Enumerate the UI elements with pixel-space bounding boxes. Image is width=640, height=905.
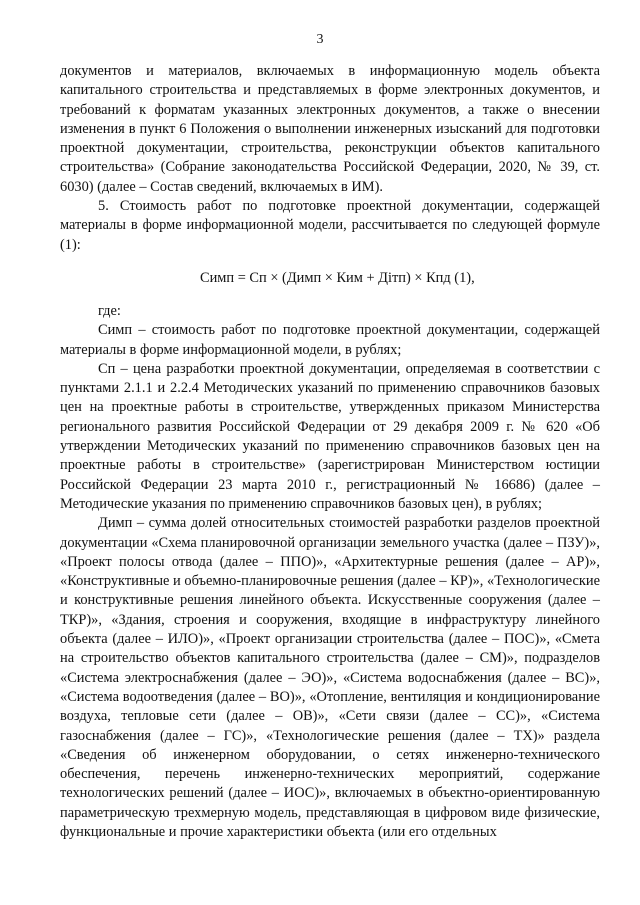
formula-1: Симп = Сп × (Димп × Ким + Дітп) × Кпд (1), — [200, 269, 475, 286]
definition-dimp: Димп – сумма долей относительных стоимостей разработки разделов проектной документации «Схема планировочной организации земельного участка (далее – ПЗУ)», «Проект полосы отвода (далее – ППО)», «Архитектурные решения (далее – АР)», «Конструктивные и объемно-планировочные решения (далее – КР)», «Технологические и конструктивные решения линейного объекта. Искусственные сооружения (далее – ТКР)», «Здания, строения и сооружения, входящие в инфраструктуру линейного объекта (далее – ИЛО)», «Проект организации строительства (далее – ПОС)», «Смета на строительство объектов капитального строительства (далее – СМ)», подразделов «Система электроснабжения (далее – ЭО)», «Система водоснабжения (далее – ВС)», «Система водоотведения (далее – ВО)», «Отопление, вентиляция и кондиционирование воздуха, тепловые сети (далее – ОВ)», «Сети связи (далее – СС)», «Система газоснабжения (далее – ГС)», «Технологические решения (далее – ТХ)» раздела «Сведения об инженерном оборудовании, о сетях инженерно-технического обеспечения, перечень инженерно-технических мероприятий, содержание технологических решений (далее – ИОС)», включаемых в объектно-ориентированную параметрическую трехмерную модель, представляющая в цифровом виде физические, функциональные и прочие характеристики объекта (или его отдельных — [60, 515, 600, 840]
document-body — [60, 62, 600, 842]
clause-5-paragraph: 5. Стоимость работ по подготовке проектной документации, содержащей материалы в форме информационной модели, рассчитывается по следующей формуле (1): — [60, 198, 600, 253]
intro-paragraph: документов и материалов, включаемых в информационную модель объекта капитального строительства и представляемых в форме электронных документов, и требований к форматам указанных электронных документов, а также о внесении изменения в пункт 6 Положения о выполнении инженерных изысканий для подготовки проектной документации, строительства, реконструкции объектов капитального строительства» (Собрание законодательства Российской Федерации, 2020, № 39, ст. 6030) (далее – Состав сведений, включаемых в ИМ). — [60, 63, 600, 195]
where-label: где: — [98, 302, 121, 319]
definition-sp: Сп – цена разработки проектной документации, определяемая в соответствии с пунктами 2.1.1 и 2.2.4 Методических указаний по применению справочников базовых цен на проектные работы в строительстве, утвержденных приказом Министерства регионального развития Российской Федерации от 29 декабря 2009 г. № 620 «Об утверждении Методических указаний по применению справочников базовых цен на проектные работы в строительстве» (зарегистрирован Министерством юстиции Российской Федерации 23 марта 2010 г., регистрационный № 16686) (далее – Методические указания по применению справочников базовых цен), в рублях; — [60, 360, 600, 512]
page-number: 3 — [316, 32, 324, 47]
definition-simp: Симп – стоимость работ по подготовке проектной документации, содержащей материалы в форме информационной модели, в рублях; — [60, 322, 600, 358]
